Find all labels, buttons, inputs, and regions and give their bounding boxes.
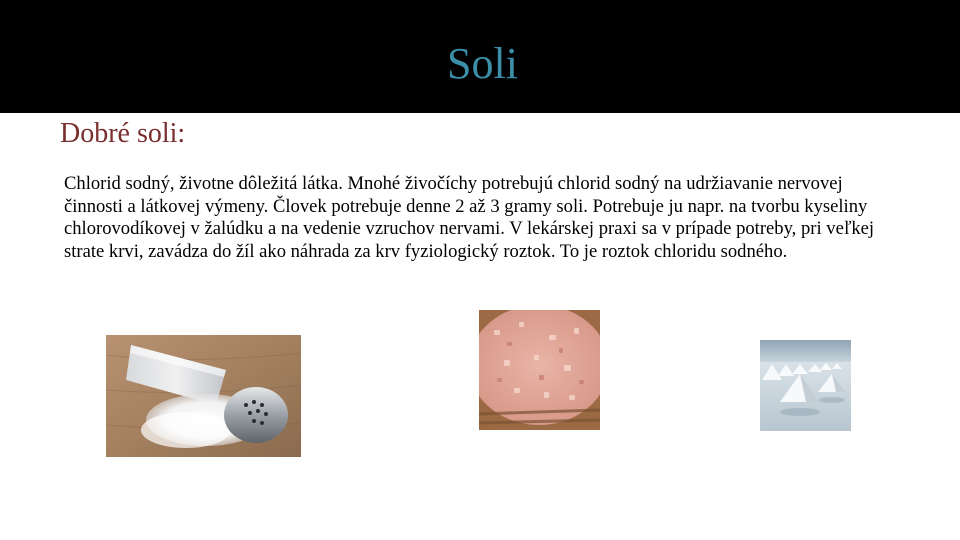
salt-flat-image bbox=[760, 340, 851, 431]
salt-shaker-image bbox=[106, 335, 301, 457]
pink-salt-image bbox=[479, 310, 600, 430]
slide-title: Soli bbox=[447, 39, 518, 88]
slide-subtitle: Dobré soli: bbox=[60, 118, 186, 149]
body-paragraph: Chlorid sodný, životne dôležitá látka. Mnohé živočíchy potrebujú chlorid sodný na udržiavanie nervovej činnosti a látkovej výmeny. Človek potrebuje denne 2 až 3 gramy soli. Potrebuje ju napr. na tvorbu kyseliny chlorovodíkovej v žalúdku a na vedenie vzruchov nervami. V lekárskej praxi sa v prípade potreby, pri veľkej strate krvi, zavádza do žíl ako náhrada za krv fyziologický roztok. To je roztok chloridu sodného. bbox=[64, 173, 875, 263]
